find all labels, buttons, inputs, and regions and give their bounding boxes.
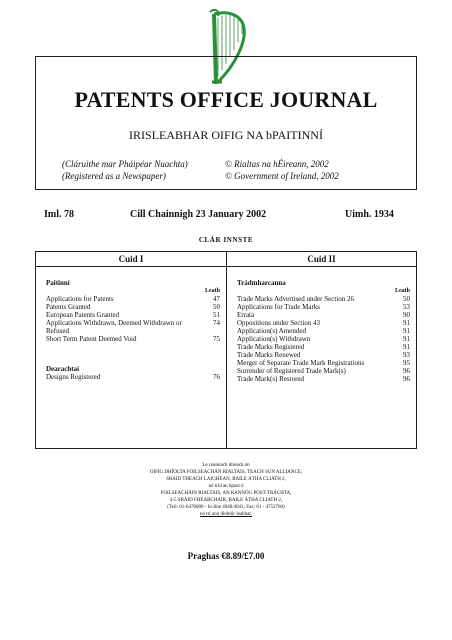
registration-en: (Registered as a Newspaper) (62, 171, 166, 181)
contents-row-label: Refused (46, 327, 69, 335)
publisher-info-line: SRÁID THEACH LAIGHEAN, BAILE ÁTHA CLIATH 2, (166, 477, 286, 482)
contents-table (35, 251, 417, 449)
contents-row (227, 295, 416, 303)
contents-row-page: 47 (213, 295, 220, 303)
price: Praghas €8.89/£7.00 (187, 551, 265, 561)
issue-place-date: Cill Chainnigh 23 January 2002 (130, 209, 267, 220)
contents-row (227, 303, 416, 311)
contents-row-page: 91 (403, 335, 410, 343)
contents-row (227, 375, 416, 383)
contents-row-label: Trade Mark(s) Restored (237, 375, 305, 383)
contents-row-page: 53 (403, 303, 410, 311)
copyright-ga: © Rialtas na hÉireann, 2002 (225, 159, 329, 169)
publisher-info-line: 4-5 SRÁID FHEARCHAIR, BAILE ÁTHA CLIATH 2, (169, 498, 283, 503)
contents-row (227, 367, 416, 375)
contents-row-page: 96 (403, 375, 410, 383)
contents-row-label: Application(s) Withdrawn (237, 335, 311, 343)
contents-part-1 (36, 252, 226, 381)
contents-row-label: Merger of Separate Trade Mark Registrations (237, 359, 365, 367)
issue-number: Uimh. 1934 (345, 209, 394, 220)
contents-row-page: 90 (403, 311, 410, 319)
contents-row (227, 327, 416, 335)
publisher-info-line: Le ceannach díreach ón (202, 463, 250, 468)
contents-row-page: 91 (403, 343, 410, 351)
copyright-en: © Government of Ireland, 2002 (225, 171, 339, 181)
publisher-info-line: nó trí aon díoltóir leabhar. (199, 512, 253, 517)
contents-row-page: 91 (403, 319, 410, 327)
contents-row-page: 95 (403, 359, 410, 367)
contents-row (36, 303, 226, 311)
contents-row-label: Errata (237, 311, 255, 319)
contents-row-page: 96 (403, 367, 410, 375)
publisher-info-line: nó tríd an bpost ó (208, 484, 244, 489)
contents-row-page: 75 (213, 335, 220, 343)
contents-row-label: Applications Withdrawn, Deemed Withdrawn or (46, 319, 182, 327)
journal-title: PATENTS OFFICE JOURNAL (74, 87, 378, 112)
contents-row-label: Applications for Trade Marks (237, 303, 321, 311)
copyright-note (225, 158, 339, 182)
contents-row (36, 295, 226, 303)
patents-rows (36, 295, 226, 343)
contents-row-page: 76 (213, 373, 220, 381)
contents-row (36, 319, 226, 327)
section-designs-heading: Dearachtaí (46, 365, 80, 373)
trade-marks-rows (227, 295, 416, 383)
publisher-info-line: (Teil: 01-6476000 - fo-líne 4040/4041; Fax: 01 - 4752760) (167, 505, 285, 510)
page-column-label: Leath (395, 288, 410, 294)
contents-row-label: European Patents Granted (46, 311, 120, 319)
contents-row-page: 51 (213, 311, 220, 319)
issue-volume: Iml. 78 (44, 209, 74, 220)
journal-subtitle: IRISLEABHAR OIFIG NA bPAITINNÍ (129, 128, 323, 142)
contents-row-page: 93 (403, 351, 410, 359)
contents-row (227, 311, 416, 319)
contents-row (36, 335, 226, 343)
contents-row-page: 74 (213, 319, 220, 327)
contents-row-label: Patents Granted (46, 303, 91, 311)
contents-heading: CLÁR INNSTE (198, 236, 254, 244)
contents-row-page: 50 (403, 295, 410, 303)
contents-row (36, 311, 226, 319)
contents-row-page: 50 (213, 303, 220, 311)
contents-row-label: Trade Marks Advertised under Section 26 (237, 295, 354, 303)
contents-row-label: Surrender of Registered Trade Mark(s) (237, 367, 346, 375)
contents-row-label: Trade Marks Renewed (237, 351, 301, 359)
contents-row-page: 91 (403, 327, 410, 335)
contents-row-label: Oppositions under Section 43 (237, 319, 321, 327)
registration-ga: (Cláruithe mar Pháipéar Nuachta) (62, 159, 188, 169)
contents-row-label: Short Term Patent Deemed Void (46, 335, 137, 343)
publisher-info-line: FOILSEACHÁIN RIALTAIS, AN RANNÓG POST-TRÁCHTA, (160, 491, 292, 496)
contents-row (36, 327, 226, 335)
publisher-info-line: OIFIG DHÍOLTA FOILSEACHÁN RIALTAIS, TEACH SUN ALLIANCE, (149, 470, 303, 475)
contents-row (227, 359, 416, 367)
part-1-label: Cuid I (36, 252, 226, 267)
contents-row-label: Applications for Patents (46, 295, 114, 303)
registration-note (62, 158, 188, 182)
contents-row-label: Designs Registered (46, 373, 101, 381)
contents-part-2 (227, 252, 416, 383)
contents-row-label: Application(s) Amended (237, 327, 307, 335)
contents-row-page (206, 327, 220, 335)
designs-rows (36, 373, 226, 381)
page-column-label: Leath (205, 288, 220, 294)
section-trade-marks-heading: Trádmharcanna (237, 279, 286, 287)
contents-row (227, 335, 416, 343)
contents-row-label: Trade Marks Registered (237, 343, 305, 351)
journal-title-box (35, 56, 417, 190)
contents-row (227, 351, 416, 359)
contents-row (227, 343, 416, 351)
section-patents-heading: Paitinní (46, 279, 70, 287)
contents-row (36, 373, 226, 381)
contents-row (227, 319, 416, 327)
part-2-label: Cuid II (227, 252, 416, 267)
